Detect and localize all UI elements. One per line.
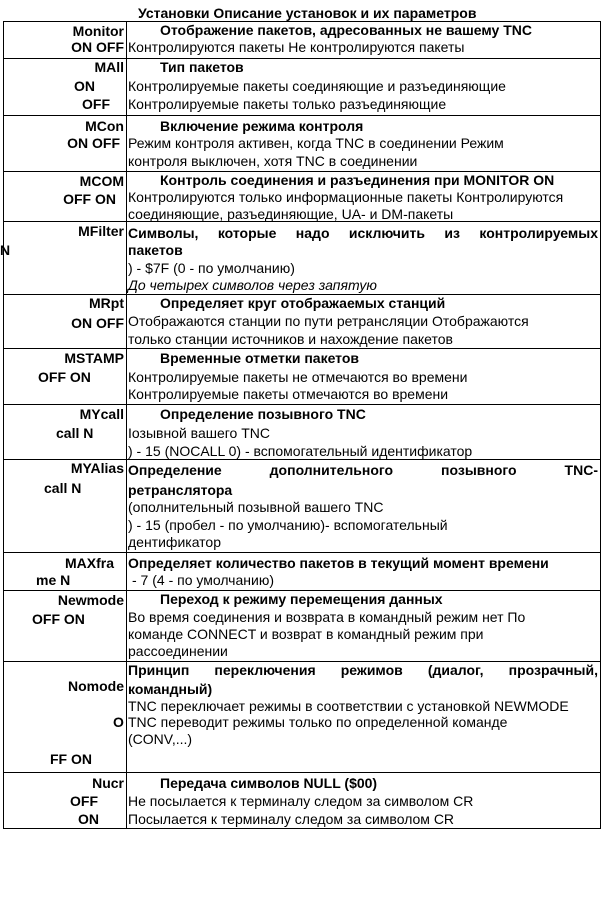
setting-description-line: только станции источников и нахождение пакетов — [128, 331, 453, 347]
setting-description-line: дентификатор — [128, 534, 221, 550]
setting-value: ON OFF — [71, 39, 124, 55]
setting-description-line: Контролируемые пакеты отмечаются во времени — [128, 386, 449, 402]
setting-heading: Включение режима контроля — [160, 118, 364, 134]
setting-description-line: Режим контроля активен, когда TNC в соединении Режим — [128, 135, 504, 151]
setting-value: N — [0, 242, 11, 258]
setting-value: ON — [74, 78, 95, 94]
setting-description-line: Контролируемые пакеты соединяющие и разъединяющие — [128, 78, 506, 94]
setting-name: MRpt — [89, 295, 124, 311]
setting-description-line: (ополнительный позывной вашего TNC — [128, 499, 384, 515]
setting-value: FF ON — [50, 751, 92, 767]
setting-heading: ретранслятора — [128, 482, 233, 498]
setting-description-line: рассоединении — [128, 643, 228, 659]
setting-name-cell — [4, 591, 126, 661]
setting-description-cell — [126, 405, 601, 459]
setting-description-line: Контролируются пакеты Не контролируются пакеты — [128, 39, 465, 55]
setting-value: OFF ON — [38, 369, 91, 385]
setting-row-mfilter — [0, 221, 601, 294]
setting-heading: командный) — [128, 681, 213, 697]
setting-heading: Принцип переключения режимов (диалог, прозрачный, — [128, 662, 598, 678]
setting-description-line: (CONV,...) — [128, 731, 193, 747]
setting-heading: Передача символов NULL ($00) — [160, 775, 378, 791]
setting-heading: Контроль соединения и разъединения при MONITOR ON — [160, 172, 555, 188]
setting-description-cell — [126, 172, 601, 221]
setting-row-mcom — [3, 171, 601, 221]
setting-value: ON OFF — [71, 315, 124, 331]
setting-description-line: Отображаются станции по пути ретрансляции Отображаются — [128, 313, 529, 329]
setting-name-cell — [0, 222, 126, 294]
setting-value: ON OFF — [67, 135, 120, 151]
setting-name: MFilter — [78, 223, 124, 239]
setting-name: Monitor — [72, 23, 124, 39]
setting-name: Nucr — [92, 775, 124, 791]
setting-heading: Временные отметки пакетов — [160, 350, 360, 366]
setting-description-line: TNC переключает режимы в соответствии с установкой NEWMODE — [128, 698, 569, 714]
setting-value: call N — [56, 425, 94, 441]
setting-name: MAXfra — [64, 555, 114, 571]
setting-heading: Тип пакетов — [160, 59, 244, 75]
setting-name-cell — [4, 172, 126, 221]
setting-heading: Отображение пакетов, адресованных не вашему TNC — [160, 22, 532, 38]
setting-heading: Определяет круг отображаемых станций — [160, 295, 446, 311]
setting-heading: Определение дополнительного позывного TNC- — [128, 462, 598, 478]
setting-row-mall — [3, 58, 601, 115]
setting-name-cell — [4, 773, 126, 828]
setting-name: Nomode — [68, 678, 124, 694]
setting-description-line: ) - 15 (пробел - по умолчанию)- вспомогательный — [128, 517, 448, 533]
setting-description-line: Не посылается к терминалу следом за символом CR — [128, 793, 474, 809]
setting-name-cell — [4, 662, 126, 772]
setting-description-line: TNC переводит режимы только по определенной команде — [128, 714, 508, 730]
setting-value: OFF ON — [63, 191, 116, 207]
setting-value: call N — [44, 480, 82, 496]
setting-description-line: Во время соединения и возврата в командный режим нет По — [128, 609, 526, 625]
setting-heading: Символы, которые надо исключить из контролируемых — [128, 225, 598, 241]
setting-name-cell — [4, 22, 126, 58]
setting-name-cell — [4, 116, 126, 171]
setting-row-nucr — [3, 772, 601, 829]
setting-description-line: команде CONNECT и возврат в командный режим при — [128, 626, 484, 642]
setting-description-cell — [126, 662, 601, 772]
setting-description-line: Посылается к терминалу следом за символом CR — [128, 811, 455, 827]
setting-value: me N — [36, 572, 71, 588]
setting-heading: Переход к режиму перемещения данных — [160, 591, 443, 607]
setting-description-line: Контролируемые пакеты только разъединяющие — [128, 96, 447, 112]
setting-name: MSTAMP — [64, 350, 124, 366]
setting-row-newmode — [3, 590, 601, 661]
setting-heading: Определяет количество пакетов в текущий момент времени — [128, 555, 549, 571]
setting-value: O — [113, 714, 124, 730]
setting-row-maxframe — [3, 552, 601, 590]
setting-row-mrpt — [3, 294, 601, 348]
setting-description-line: - 7 (4 - по умолчанию) — [132, 572, 274, 588]
setting-name: MAll — [94, 59, 124, 75]
setting-description-line: Контролируются только информационные пакеты Контролируются — [128, 189, 564, 205]
setting-note: До четырех символов через запятую — [128, 277, 377, 293]
setting-name: MYcall — [79, 406, 124, 422]
setting-description-cell — [126, 59, 601, 115]
document-title: Установки Описание установок и их параметров — [138, 5, 477, 21]
setting-name-cell — [4, 553, 126, 590]
setting-value: ON — [78, 811, 99, 827]
setting-description-line: соединяющие, разъединяющие, UA- и DM-пакеты — [128, 206, 454, 221]
setting-description-cell — [126, 460, 601, 552]
setting-description-cell — [126, 773, 601, 828]
setting-description-cell — [126, 22, 601, 58]
setting-row-monitor — [3, 21, 601, 58]
setting-name-cell — [4, 295, 126, 348]
setting-description-cell — [126, 116, 601, 171]
setting-row-nomode — [3, 661, 601, 772]
setting-description-line: ) - 15 (NOCALL 0) - вспомогательный идентификатор — [128, 443, 473, 459]
setting-description-cell — [126, 553, 601, 590]
setting-value: OFF — [82, 96, 110, 112]
setting-name: Newmode — [57, 592, 124, 608]
setting-description-cell — [126, 591, 601, 661]
setting-name-cell — [4, 405, 126, 459]
setting-description-cell — [126, 222, 601, 294]
setting-description-cell — [126, 349, 601, 404]
setting-name-cell — [4, 460, 126, 552]
setting-row-mstamp — [3, 348, 601, 404]
setting-description-line: контроля выключен, хотя TNC в соединении — [128, 153, 418, 169]
setting-row-myalias — [3, 459, 601, 552]
setting-value: OFF ON — [32, 611, 85, 627]
setting-row-mycall — [3, 404, 601, 459]
setting-name: MCOM — [79, 173, 124, 189]
setting-row-mcon — [3, 115, 601, 171]
setting-name-cell — [4, 349, 126, 404]
setting-description-line: ) - $7F (0 - по умолчанию) — [128, 260, 295, 276]
setting-name: MCon — [85, 118, 124, 134]
setting-value: OFF — [70, 793, 98, 809]
setting-description-cell — [126, 295, 601, 348]
setting-name: MYAlias — [70, 460, 124, 476]
setting-heading: Определение позывного TNC — [160, 406, 366, 422]
setting-heading: пакетов — [128, 242, 183, 258]
setting-description-line: Контролируемые пакеты не отмечаются во времени — [128, 369, 468, 385]
setting-description-line: Iозывной вашего TNC — [128, 425, 270, 441]
setting-name-cell — [4, 59, 126, 115]
